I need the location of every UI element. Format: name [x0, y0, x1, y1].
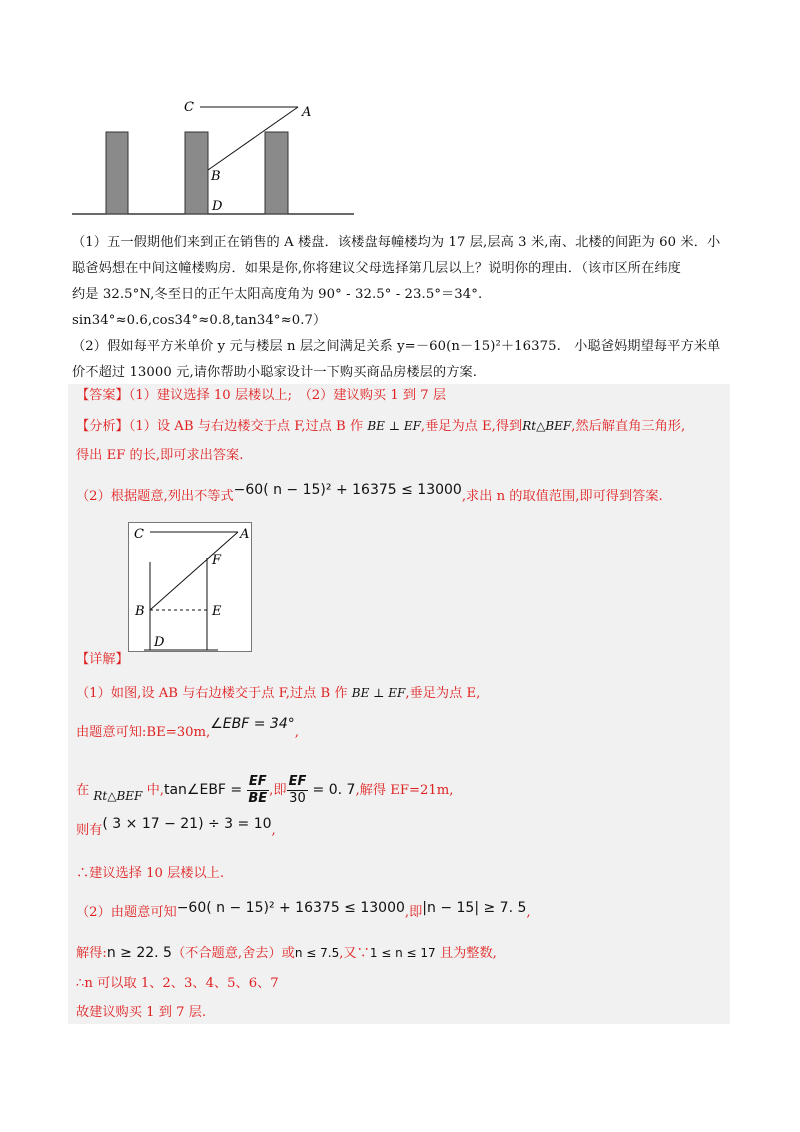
detail-text-3b: 中, — [146, 783, 164, 798]
question-part1-line1: （1）五一假期他们来到正在销售的 A 楼盘．该楼盘每幢楼均为 17 层,层高 3 米,南、北楼的间距为 60 米．小 — [72, 235, 721, 250]
label-d2: D — [154, 635, 165, 650]
question-part1-line2: 聪爸妈想在中间这幢楼购房．如果是你,你将建议父母选择第几层以上？说明你的理由．（该市区所在纬度 — [72, 261, 681, 276]
detail-line9: 故建议购买 1 到 7 层. — [76, 1005, 207, 1020]
solution-background — [68, 384, 730, 1024]
detail-n-le: n ≤ 7.5 — [294, 946, 340, 960]
fraction1-numerator: EF — [248, 774, 267, 789]
fraction-ef-be — [246, 774, 269, 807]
detail-text-2b: , — [294, 725, 299, 740]
detail-text-1a: （1）如图,设 AB 与右边楼交于点 F,过点 B 作 — [76, 686, 348, 701]
detail-text-6b: ,即 — [404, 905, 423, 920]
label-b2: B — [135, 604, 145, 619]
detail-line4 — [76, 816, 276, 841]
label-a: A — [302, 105, 312, 120]
figure-solution-diagram — [128, 522, 252, 652]
detail-line2 — [76, 716, 299, 743]
analysis-text-1a: （1）设 AB 与右边楼交于点 F,过点 B 作 — [128, 419, 364, 434]
analysis-text-1c: ,然后解直角三角形, — [571, 419, 686, 434]
detail-range: 1 ≤ n ≤ 17 — [369, 946, 436, 960]
right-building — [265, 132, 288, 214]
figure2-frame — [129, 523, 252, 652]
fraction-ef-30 — [287, 774, 309, 807]
analysis-tag: 【分析】 — [76, 419, 129, 434]
question-part2-line1: （2）假如每平方米单价 y 元与楼层 n 层之间满足关系 y=－60(n－15)²＋16375. 小聪爸妈期望每平方米单 — [72, 339, 721, 354]
fraction1-denominator: BE — [248, 791, 268, 806]
fraction2-numerator: EF — [288, 774, 307, 789]
analysis-line1 — [76, 416, 685, 437]
detail-line7 — [76, 943, 497, 964]
label-a2: A — [240, 527, 250, 542]
analysis-text-1b: ,垂足为点 E,得到 — [420, 419, 523, 434]
detail-text-6a: （2）由题意可知 — [76, 905, 177, 920]
label-c: C — [184, 100, 194, 115]
analysis-line3 — [76, 482, 663, 507]
figure-buildings — [70, 92, 360, 220]
detail-text-4b: , — [271, 823, 276, 838]
detail-angle: ∠EBF = 34° — [210, 716, 295, 732]
detail-text-2a: 由题意可知:BE=30m, — [76, 725, 211, 740]
detail-text-6c: , — [526, 905, 531, 920]
label-b: B — [211, 169, 221, 184]
detail-text-3c: ,即 — [269, 783, 287, 798]
fraction2-denominator: 30 — [289, 791, 306, 806]
detail-text-3d: ,解得 EF=21m, — [355, 783, 454, 798]
label-d: D — [212, 199, 223, 214]
label-c2: C — [134, 527, 144, 542]
answer-tag: 【答案】 — [76, 388, 129, 403]
detail-text-7b: （不合题意,舍去）或 — [171, 946, 295, 961]
detail-perp: BE ⊥ EF — [351, 686, 406, 700]
detail-text-7a: 解得: — [76, 946, 107, 961]
detail-line3 — [76, 770, 454, 811]
detail-expression: ( 3 × 17 − 21) ÷ 3 = 10 — [102, 816, 272, 832]
label-f2: F — [212, 553, 222, 568]
detail-tan: tan∠EBF = — [163, 782, 243, 798]
middle-building — [185, 132, 208, 214]
detail-text-1b: ,垂足为点 E, — [405, 686, 481, 701]
analysis-perp: BE ⊥ EF — [367, 419, 421, 433]
question-part1-line3: 约是 32.5°N,冬至日的正午太阳高度角为 90° - 32.5° - 23.5°＝34°. sin34°≈0.6,cos34°≈0.8,tan34°≈0.7） — [72, 287, 496, 328]
left-building — [106, 132, 128, 214]
detail-triangle: Rt△BEF — [93, 789, 143, 803]
question-part2-line2: 价不超过 13000 元,请你帮助小聪家设计一下购买商品房楼层的方案. — [72, 365, 478, 380]
detail-text-3a: 在 — [76, 783, 90, 798]
question — [72, 230, 732, 386]
detail-tag: 【详解】 — [76, 652, 129, 667]
label-e2: E — [212, 604, 222, 619]
detail-text-4a: 则有 — [76, 823, 103, 838]
detail-line1 — [76, 683, 480, 704]
analysis-text-3b: ,求出 n 的取值范围,即可得到答案. — [461, 489, 663, 504]
analysis-line2: 得出 EF 的长,即可求出答案. — [76, 448, 244, 463]
analysis-inequality: −60( n − 15)² + 16375 ≤ 13000 — [233, 482, 462, 498]
analysis-text-3a: （2）根据题意,列出不等式 — [76, 489, 234, 504]
detail-line6 — [76, 902, 531, 923]
detail-line5: ∴建议选择 10 层楼以上. — [76, 866, 225, 881]
answer-line — [76, 386, 446, 406]
detail-text-7c: ,又∵ — [339, 946, 370, 961]
detail-eq: = 0. 7 — [312, 782, 356, 798]
analysis-triangle: Rt△BEF — [522, 419, 572, 433]
detail-abs: |n − 15| ≥ 7. 5 — [422, 900, 527, 916]
detail-inequality: −60( n − 15)² + 16375 ≤ 13000 — [176, 900, 405, 916]
detail-line8: ∴n 可以取 1、2、3、4、5、6、7 — [76, 976, 279, 991]
answer-text: （1）建议选择 10 层楼以上; （2）建议购买 1 到 7 层 — [128, 388, 447, 403]
detail-text-7d: 且为整数, — [439, 946, 497, 961]
detail-n-ge: n ≥ 22. 5 — [106, 945, 172, 961]
